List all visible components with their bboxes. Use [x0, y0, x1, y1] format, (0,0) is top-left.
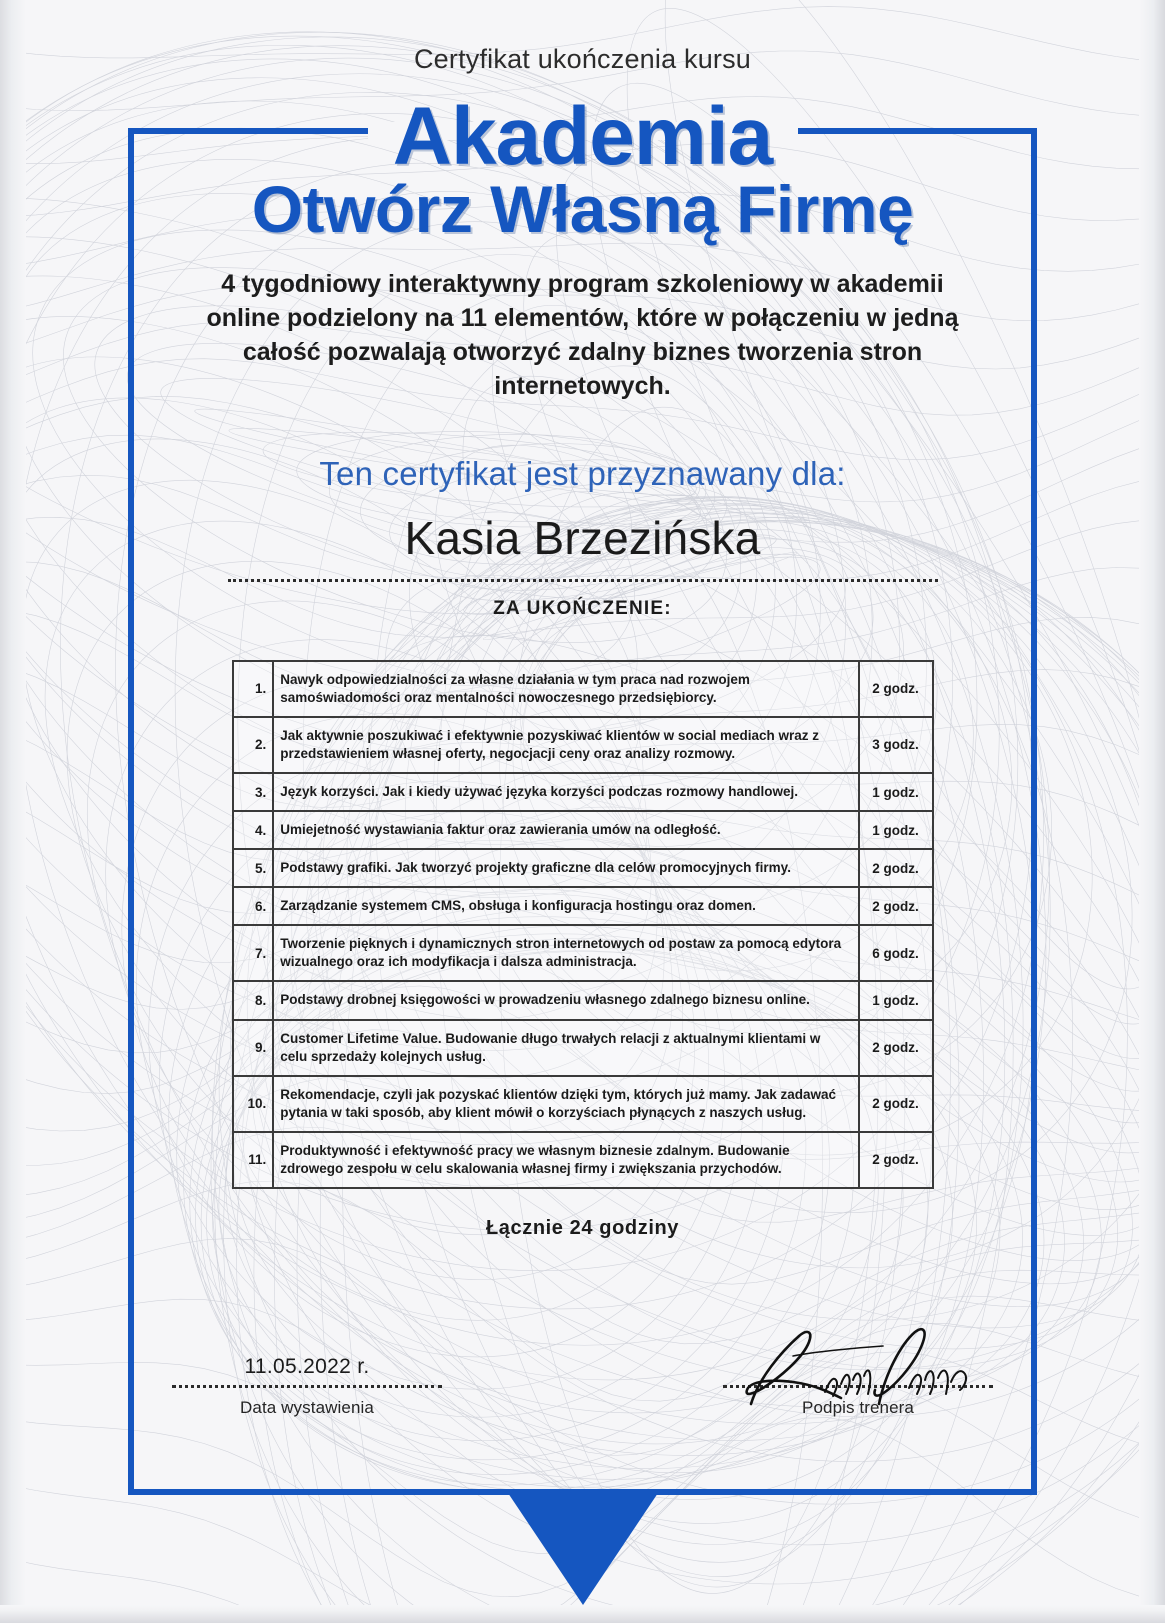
trainer-signature-block — [723, 1355, 993, 1418]
awarded-to-label: Ten certyfikat jest przyznawany dla: — [319, 454, 846, 492]
table-row — [233, 1020, 933, 1076]
module-description: Produktywność i efektywność pracy we własnym biznesie zdalnym. Budowanie zdrowego zespołu w celu skalowania własnej firmy i zwiększania przychodów. — [273, 1132, 858, 1188]
paper-edge-bottom — [0, 1605, 1165, 1623]
module-description: Podstawy drobnej księgowości w prowadzeniu własnego zdalnego biznesu online. — [273, 981, 858, 1019]
module-description: Zarządzanie systemem CMS, obsługa i konfiguracja hostingu oraz domen. — [273, 887, 858, 925]
module-number: 4. — [233, 811, 274, 849]
table-row — [233, 717, 933, 773]
table-row — [233, 887, 933, 925]
academy-title-line1: Akademia — [392, 91, 773, 182]
module-description: Jak aktywnie poszukiwać i efektywnie pozyskiwać klientów w social mediach wraz z przedstawieniem własnej oferty, negocjacji ceny oraz analizy rozmowy. — [273, 717, 858, 773]
issue-date-line — [172, 1385, 442, 1388]
module-hours: 2 godz. — [859, 661, 933, 717]
module-number: 10. — [233, 1076, 274, 1132]
module-description: Podstawy grafiki. Jak tworzyć projekty graficzne dla celów promocyjnych firmy. — [273, 849, 858, 887]
table-row — [233, 811, 933, 849]
module-description: Tworzenie pięknych i dynamicznych stron internetowych od postaw za pomocą edytora wizualnego oraz ich modyfikacja i dalsza administracja. — [273, 925, 858, 981]
total-hours-label: Łącznie 24 godziny — [485, 1216, 680, 1239]
table-row — [233, 981, 933, 1019]
module-hours: 1 godz. — [859, 811, 933, 849]
module-hours: 1 godz. — [859, 981, 933, 1019]
module-number: 2. — [233, 717, 274, 773]
certificate-footer — [172, 1355, 993, 1418]
module-description: Umiejetność wystawiania faktur oraz zawierania umów na odległość. — [273, 811, 858, 849]
issue-date-block — [172, 1355, 442, 1418]
module-description: Rekomendacje, czyli jak pozyskać klientów dzięki tym, których już mamy. Jak zadawać pytania w taki sposób, aby klient mówił o korzyściach płynących z naszych usług. — [273, 1076, 858, 1132]
program-description: 4 tygodniowy interaktywny program szkoleniowy w akademii online podzielony na 11 elementów, które w połączeniu w jedną całość pozwalają otworzyć zdalny biznes tworzenia stron internetowych. — [206, 269, 959, 400]
table-row — [233, 661, 933, 717]
certificate-title-block — [0, 91, 1165, 247]
module-description: Język korzyści. Jak i kiedy używać języka korzyści podczas rozmowy handlowej. — [273, 773, 858, 811]
module-hours: 2 godz. — [859, 1132, 933, 1188]
module-hours: 2 godz. — [859, 887, 933, 925]
module-description: Nawyk odpowiedzialności za własne działania w tym praca nad rozwojem samoświadomości oraz mentalności nowoczesnego przedsiębiorcy. — [273, 661, 858, 717]
module-hours: 6 godz. — [859, 925, 933, 981]
module-hours: 3 godz. — [859, 717, 933, 773]
bottom-arrow-marker — [508, 1493, 658, 1605]
certificate-kicker: Certyfikat ukończenia kursu — [413, 44, 752, 74]
table-row — [233, 849, 933, 887]
module-number: 7. — [233, 925, 274, 981]
module-hours: 2 godz. — [859, 849, 933, 887]
module-description: Customer Lifetime Value. Budowanie długo trwałych relacji z aktualnymi klientami w celu sprzedaży kolejnych usług. — [273, 1020, 858, 1076]
recipient-name: Kasia Brzezińska — [404, 511, 761, 564]
trainer-signature-line — [723, 1385, 993, 1388]
module-number: 9. — [233, 1020, 274, 1076]
table-row — [233, 773, 933, 811]
module-number: 3. — [233, 773, 274, 811]
table-row — [233, 1132, 933, 1188]
module-number: 5. — [233, 849, 274, 887]
modules-table — [232, 660, 934, 1189]
issue-date-value: 11.05.2022 r. — [244, 1355, 370, 1378]
module-number: 1. — [233, 661, 274, 717]
academy-title-line2: Otwórz Własną Firmę — [251, 172, 914, 247]
recipient-underline — [228, 579, 938, 582]
trainer-signature-label: Podpis trenera — [802, 1398, 914, 1417]
issue-date-label: Data wystawienia — [240, 1398, 374, 1417]
module-hours: 1 godz. — [859, 773, 933, 811]
module-number: 6. — [233, 887, 274, 925]
module-hours: 2 godz. — [859, 1076, 933, 1132]
module-number: 8. — [233, 981, 274, 1019]
table-row — [233, 1076, 933, 1132]
trainer-signature-value — [723, 1355, 993, 1385]
table-row — [233, 925, 933, 981]
for-completion-label: ZA UKOŃCZENIE: — [493, 597, 672, 619]
module-hours: 2 godz. — [859, 1020, 933, 1076]
module-number: 11. — [233, 1132, 274, 1188]
